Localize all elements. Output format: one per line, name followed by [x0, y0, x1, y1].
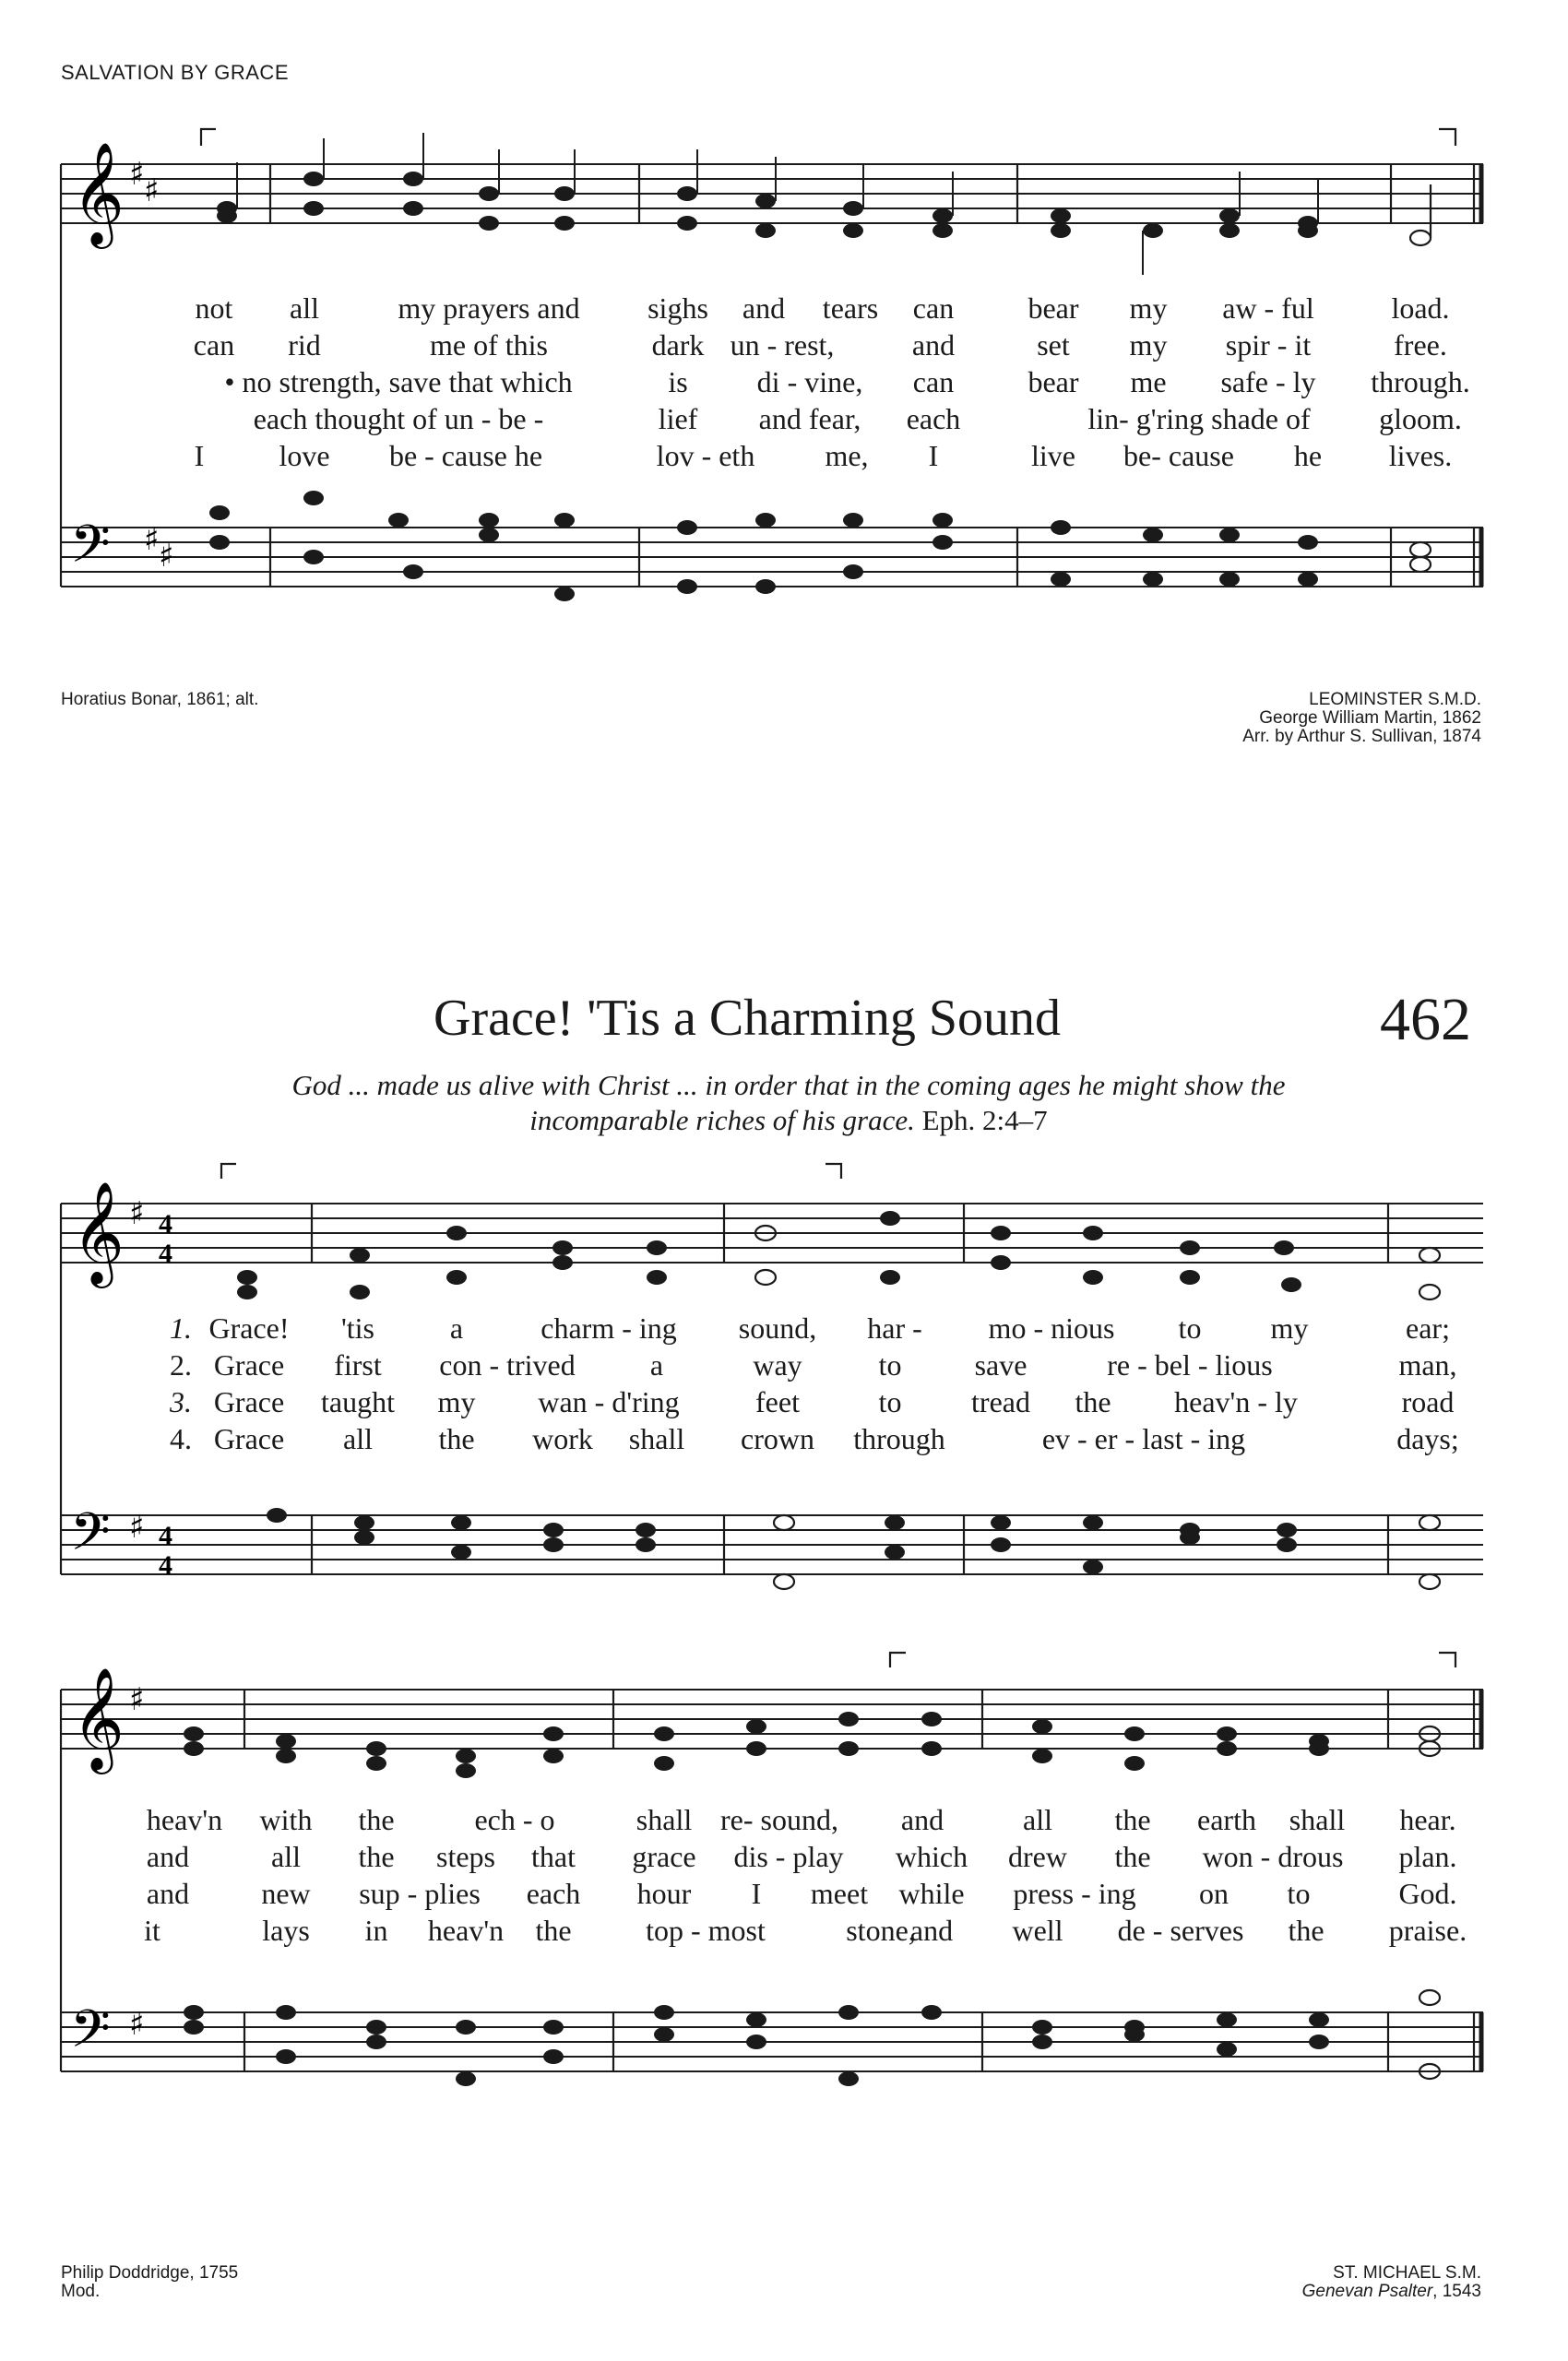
svg-text:4: 4	[159, 1550, 172, 1581]
tune-source: Genevan Psalter, 1543	[1301, 2282, 1481, 2301]
svg-text:𝄢: 𝄢	[70, 1502, 111, 1575]
hymn-number: 462	[1380, 986, 1471, 1053]
verse-4-line: 4. Grace all the work shall crown through ev - er - last - ing days;	[170, 1422, 1459, 1455]
treble-clef: 𝄞	[72, 141, 125, 244]
svg-text:♯: ♯	[129, 1195, 145, 1232]
h462-s2-bass-staff	[61, 2012, 1483, 2071]
epigraph-line-1: God ... made us alive with Christ ... in order that in the coming ages he might show the	[291, 1069, 1286, 1101]
h462-s2-treble-staff	[61, 1690, 1483, 1749]
h462-s1-treble-staff	[61, 1204, 1483, 1263]
svg-text:♯: ♯	[144, 172, 160, 209]
verse-2-line: 2. Grace first con - trived a way to save re - bel - lious man,	[170, 1348, 1457, 1382]
prev-lyric-line-4: each thought of un - be - lief and fear, each lin- g'ring shade of gloom.	[253, 402, 1462, 435]
prev-text-credit: Horatius Bonar, 1861; alt.	[61, 690, 259, 709]
prev-arranger: Arr. by Arthur S. Sullivan, 1874	[1242, 727, 1481, 746]
prev-composer: George William Martin, 1862	[1259, 708, 1481, 728]
h462-s1-bass-staff	[61, 1515, 1483, 1574]
prev-treble-staff	[61, 164, 1483, 223]
text-credit-mod: Mod.	[61, 2282, 101, 2301]
verse-1-line: 1. Grace! 'tis a charm - ing sound, har - mo - nious to my ear;	[170, 1311, 1450, 1345]
verse-3-line: 3. Grace taught my wan - d'ring feet to tread the heav'n - ly road	[170, 1385, 1455, 1418]
svg-text:♯: ♯	[159, 538, 174, 575]
tune-name: ST. MICHAEL S.M.	[1333, 2263, 1481, 2283]
svg-text:♯: ♯	[129, 2006, 145, 2043]
system-2-line-2: and all the steps that grace dis - play which drew the won - drous plan.	[146, 1840, 1457, 1873]
system-2-line-4: it lays in heav'n the top - most stone, and well de - serves the praise.	[144, 1914, 1467, 1947]
running-head: SALVATION BY GRACE	[61, 61, 289, 84]
system-2-line-3: and new sup - plies each hour I meet while press - ing on to God.	[146, 1877, 1457, 1910]
prev-lyric-line-2: can rid me of this dark un - rest, and set my spir - it free.	[193, 328, 1447, 362]
svg-text:♯: ♯	[129, 156, 145, 193]
svg-text:♯: ♯	[144, 521, 160, 558]
svg-text:♯: ♯	[129, 1681, 145, 1718]
svg-text:𝄞: 𝄞	[72, 1667, 125, 1770]
bass-clef: 𝄢	[70, 515, 111, 587]
text-credit: Philip Doddridge, 1755	[61, 2263, 239, 2283]
svg-text:4: 4	[159, 1521, 172, 1551]
prev-lyric-line-1: not all my prayers and sighs and tears can bear my aw - ful load.	[195, 291, 1450, 325]
svg-text:𝄢: 𝄢	[70, 1999, 111, 2072]
svg-text:4: 4	[159, 1209, 172, 1240]
svg-text:𝄞: 𝄞	[72, 1180, 125, 1284]
system-2-line-1: heav'n with the ech - o shall re- sound, and all the earth shall hear.	[146, 1803, 1456, 1836]
prev-tune-name: LEOMINSTER S.M.D.	[1309, 690, 1481, 709]
prev-lyric-line-3: • no strength, save that which is di - vine, can bear me safe - ly through.	[224, 365, 1470, 398]
svg-text:4: 4	[159, 1239, 172, 1269]
hymn-title: Grace! 'Tis a Charming Sound	[434, 990, 1061, 1047]
prev-lyric-line-5: I love be - cause he lov - eth me, I live be- cause he lives.	[194, 439, 1453, 472]
epigraph-reference: Eph. 2:4–7	[921, 1104, 1048, 1136]
svg-text:♯: ♯	[129, 1509, 145, 1546]
prev-bass-staff	[61, 528, 1483, 587]
epigraph-line-2: incomparable riches of his grace. Eph. 2:4–7	[529, 1104, 1048, 1136]
